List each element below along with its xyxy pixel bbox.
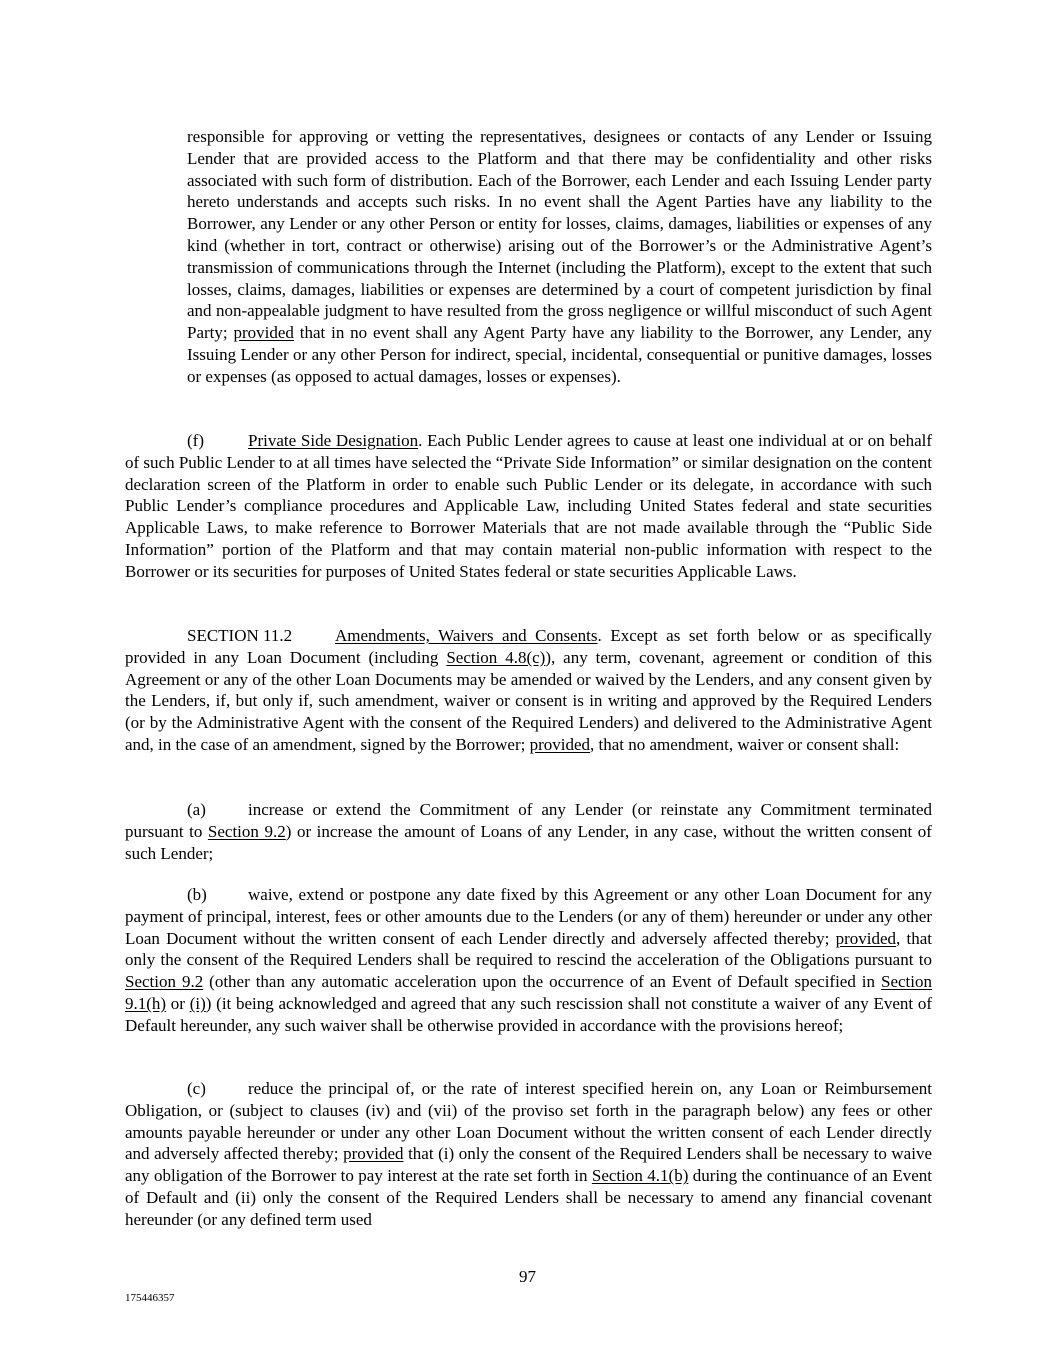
section-reference: (i) xyxy=(189,993,206,1013)
section-reference: Section 4.1(b) xyxy=(591,1166,689,1186)
paragraph-e-continuation: responsible for approving or vetting the representatives, designees or contacts of any Lender or Issuing Lender that are provided access to the Platform and that there may be confidentiality and other risks associated with such form of distribution. Each of the Borrower, each Lender and each Issuing Lender party hereto understands and accepts such risks. In no event shall the Agent Parties have any liability to the Borrower, any Lender or any other Person or entity for losses, claims, damages, liabilities or expenses of any kind (whether in tort, contract or otherwise) arising out of the Borrower’s or the Administrative Agent’s transmission of communications through the Internet (including the Platform), except to the extent that such losses, claims, damages, liabilities or expenses are determined by a court of competent jurisdiction by final and non-appealable judgment to have resulted from the gross negligence or willful misconduct of such Agent Party; provided that in no event shall any Agent Party have any liability to the Borrower, any Lender, any Issuing Lender or any other Person for indirect, special, incidental, consequential or punitive damages, losses or expenses (as opposed to actual damages, losses or expenses). xyxy=(187,127,933,386)
provided-term: provided xyxy=(233,323,294,343)
paragraph-f: (f) Private Side Designation. Each Public Lender agrees to cause at least one individual at or on behalf of such Public Lender to at all times have selected the “Private Side Information” or similar designation on the content declaration screen of the Platform in order to enable such Public Lender or its delegate, in accordance with such Public Lender’s compliance procedures and Applicable Law, including United States federal and state securities Applicable Laws, to make reference to Borrower Materials that are not made available through the “Public Side Information” portion of the Platform and that may contain material non-public information with respect to the Borrower or its securities for purposes of United States federal or state securities Applicable Laws. xyxy=(125,431,932,581)
section-reference: Section 4.8(c) xyxy=(446,647,546,667)
clause-label: (c) xyxy=(187,1079,206,1098)
clause-label: (f) xyxy=(187,431,204,450)
clause-heading: Private Side Designation xyxy=(248,431,419,450)
provided-term: provided xyxy=(529,734,591,754)
section-reference: Section 9.1(h) xyxy=(125,972,932,1013)
provided-term: provided xyxy=(835,928,897,948)
clause-a: (a) increase or extend the Commitment of any Lender (or reinstate any Commitment terminated pursuant to Section 9.2) or increase the amount of Loans of any Lender, in any case, without the written consent of such Lender; xyxy=(125,800,932,863)
page-number: 97 xyxy=(519,1267,536,1286)
section-heading: Amendments, Waivers and Consents xyxy=(335,626,598,645)
provided-term: provided xyxy=(343,1144,404,1164)
clause-label: (a) xyxy=(187,800,206,819)
section-11-2: SECTION 11.2 Amendments, Waivers and Consents. Except as set forth below or as specifically provided in any Loan Document (including Section 4.8(c)), any term, covenant, agreement or condition of this Agreement or any of the other Loan Documents may be amended or waived by the Lenders, and any consent given by the Lenders, if, but only if, such amendment, waiver or consent is in writing and approved by the Required Lenders (or by the Administrative Agent with the consent of the Required Lenders) and delivered to the Administrative Agent and, in the case of an amendment, signed by the Borrower; provided, that no amendment, waiver or consent shall: xyxy=(125,626,933,754)
clause-label: (b) xyxy=(187,885,207,904)
document-id: 175446357 xyxy=(125,1292,175,1304)
section-reference: Section 9.2 xyxy=(207,821,286,841)
clause-c: (c) reduce the principal of, or the rate of interest specified herein on, any Loan or Reimbursement Obligation, or (subject to clauses (iv) and (vii) of the proviso set forth in the paragraph below) any fees or other amounts payable hereunder or under any other Loan Document without the written consent of each Lender directly and adversely affected thereby; provided that (i) only the consent of the Required Lenders shall be necessary to waive any obligation of the Borrower to pay interest at the rate set forth in Section 4.1(b) during the continuance of an Event of Default and (ii) only the consent of the Required Lenders shall be necessary to amend any financial covenant hereunder (or any defined term used xyxy=(125,1079,932,1229)
section-reference: Section 9.2 xyxy=(125,972,204,992)
section-label: SECTION 11.2 xyxy=(187,626,293,645)
clause-b: (b) waive, extend or postpone any date fixed by this Agreement or any other Loan Document for any payment of principal, interest, fees or other amounts due to the Lenders (or any of them) hereunder or under any other Loan Document without the written consent of each Lender directly and adversely affected thereby; provided, that only the consent of the Required Lenders shall be required to rescind the acceleration of the Obligations pursuant to Section 9.2 (other than any automatic acceleration upon the occurrence of an Event of Default specified in Section 9.1(h) or (i)) (it being acknowledged and agreed that any such rescission shall not constitute a waiver of any Event of Default hereunder, any such waiver shall be otherwise provided in accordance with the provisions hereof; xyxy=(125,885,932,1035)
